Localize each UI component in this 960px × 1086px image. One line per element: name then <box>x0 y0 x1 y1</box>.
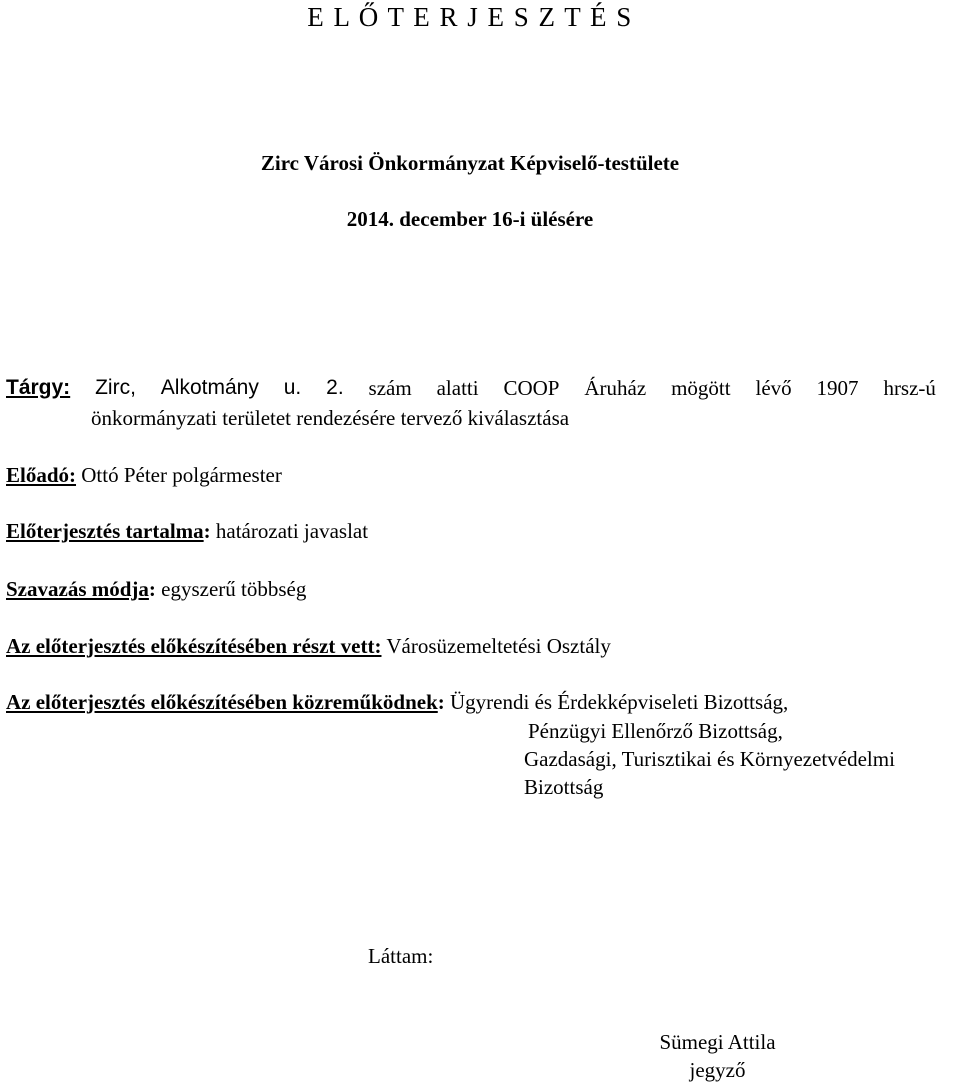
prepared-by-label: Az előterjesztés előkészítésében részt vett <box>6 634 375 658</box>
content-row <box>6 519 368 544</box>
signatory-name: Sümegi Attila <box>659 1030 776 1054</box>
content-colon: : <box>203 519 211 543</box>
voting-value: egyszerű többség <box>161 577 307 601</box>
signatory-role: jegyző <box>689 1058 746 1082</box>
subject-line-1 <box>6 376 936 401</box>
presenter-label: Előadó: <box>6 463 77 487</box>
voting-label: Szavazás módja <box>6 577 149 601</box>
document-title: E L Ő T E R J E S Z T É S <box>307 2 633 32</box>
contributors-label: Az előterjesztés előkészítésében közreműködnek <box>6 690 438 714</box>
subject-word: 1907 <box>816 376 859 400</box>
prepared-by-value: Városüzemeltetési Osztály <box>386 634 611 658</box>
contributors-line: Bizottság <box>524 775 604 799</box>
subject-word: Alkotmány <box>160 376 259 399</box>
voting-colon: : <box>148 577 156 601</box>
subject-word: mögött <box>671 376 731 400</box>
subject-word: 2. <box>326 376 344 399</box>
subject-word: hrsz-ú <box>883 376 936 400</box>
presenter-row <box>6 463 282 488</box>
document-subtitle: Zirc Városi Önkormányzat Képviselő-testülete <box>260 151 680 175</box>
meeting-date: 2014. december 16-i ülésére <box>346 207 594 231</box>
presenter-value: Ottó Péter polgármester <box>81 463 282 487</box>
subject-word: COOP <box>503 376 560 400</box>
contributors-line: Gazdasági, Turisztikai és Környezetvédelmi <box>524 747 895 771</box>
contributors-line: Ügyrendi és Érdekképviseleti Bizottság, <box>450 690 789 714</box>
subject-line-2: önkormányzati területet rendezésére tervező kiválasztása <box>91 406 570 430</box>
subject-word: u. <box>283 376 302 399</box>
prepared-by-colon: : <box>374 634 382 658</box>
subject-word: Áruház <box>584 376 647 400</box>
subject-word: Zirc, <box>95 376 136 399</box>
subject-word: lévő <box>755 376 792 400</box>
contributors-line: Pénzügyi Ellenőrző Bizottság, <box>528 719 783 743</box>
voting-row <box>6 577 306 602</box>
content-value: határozati javaslat <box>215 519 369 543</box>
contributors-colon: : <box>437 690 445 714</box>
contributors-row <box>6 690 788 715</box>
subject-label: Tárgy: <box>6 376 71 399</box>
subject-word: szám <box>368 376 412 400</box>
prepared-by-row <box>6 634 611 659</box>
content-label: Előterjesztés tartalma <box>6 519 204 543</box>
seen-label: Láttam: <box>368 944 434 968</box>
subject-word: alatti <box>436 376 479 400</box>
